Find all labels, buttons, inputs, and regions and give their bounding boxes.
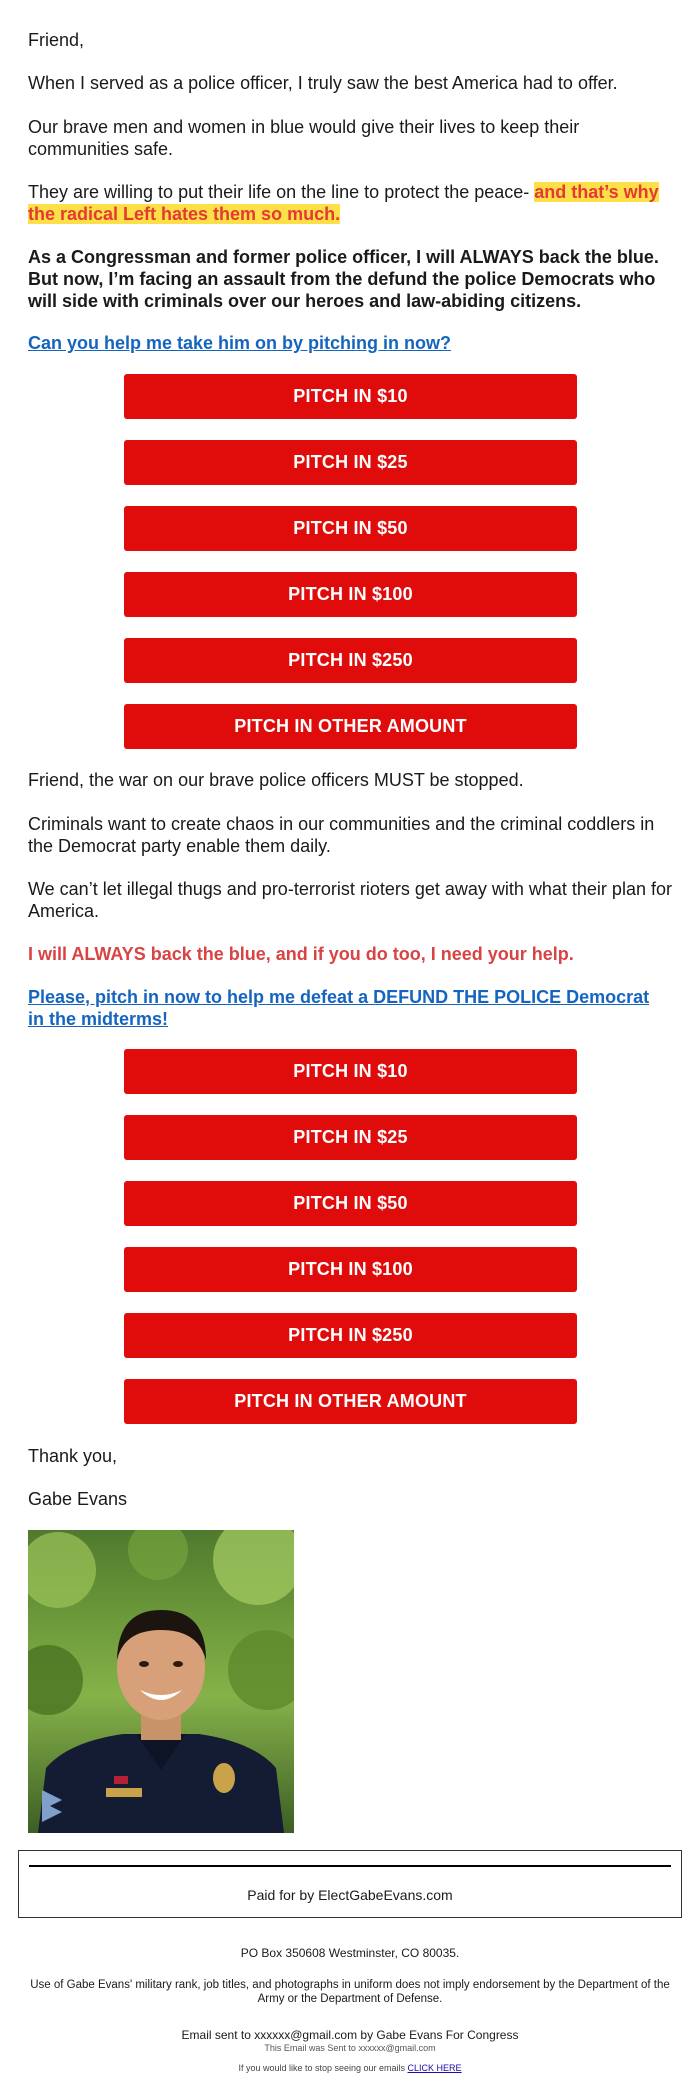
highlighted-text: and that’s why the radical Left hates them so much.: [28, 182, 659, 224]
pitch-in-250-button[interactable]: PITCH IN $250: [124, 638, 577, 683]
paragraph-2: Our brave men and women in blue would give their lives to keep their communities safe.: [28, 117, 580, 159]
mailing-address: PO Box 350608 Westminster, CO 80035.: [240, 1946, 460, 1960]
unsubscribe-text: If you would like to stop seeing our emails: [238, 2063, 408, 2073]
red-paragraph: I will ALWAYS back the blue, and if you do too, I need your help.: [28, 944, 574, 964]
pitch-in-other-button[interactable]: PITCH IN OTHER AMOUNT: [124, 704, 577, 749]
closing: Thank you,: [28, 1446, 118, 1466]
disclaimer: Use of Gabe Evans' military rank, job titles, and photographs in uniform does not imply endorsement by the Department of the Army or the Department of Defense.: [30, 1979, 670, 2005]
candidate-photo: [28, 1530, 294, 1833]
pitch-in-other-button[interactable]: PITCH IN OTHER AMOUNT: [124, 1379, 577, 1424]
pitch-in-50-button[interactable]: PITCH IN $50: [124, 1181, 577, 1226]
donate-link-2[interactable]: Please, pitch in now to help me defeat a DEFUND THE POLICE Democrat in the midterms!: [28, 987, 650, 1029]
greeting: Friend,: [28, 30, 85, 50]
pitch-in-50-button[interactable]: PITCH IN $50: [124, 506, 577, 551]
paid-for-box: [18, 1850, 682, 1918]
pitch-in-10-button[interactable]: PITCH IN $10: [124, 374, 577, 419]
paid-for-text: Paid for by ElectGabeEvans.com: [247, 1887, 453, 1903]
signature: Gabe Evans: [28, 1489, 128, 1509]
bold-paragraph: As a Congressman and former police officer, I will ALWAYS back the blue. But now, I’m facing an assault from the defund the police Democrats who will side with criminals over our heroes and law-abiding citizens.: [28, 247, 659, 311]
paragraph-3-text: They are willing to put their life on the line to protect the peace-: [28, 182, 535, 202]
donate-buttons-2: [124, 1049, 577, 1445]
unsubscribe-link[interactable]: CLICK HERE: [407, 2063, 462, 2073]
paragraph-3: [28, 181, 668, 225]
paragraph-1: When I served as a police officer, I truly saw the best America had to offer.: [28, 73, 618, 93]
pitch-in-100-button[interactable]: PITCH IN $100: [124, 1247, 577, 1292]
divider: [29, 1865, 671, 1867]
pitch-in-10-button[interactable]: PITCH IN $10: [124, 1049, 577, 1094]
pitch-in-100-button[interactable]: PITCH IN $100: [124, 572, 577, 617]
pitch-in-250-button[interactable]: PITCH IN $250: [124, 1313, 577, 1358]
paragraph-6: We can’t let illegal thugs and pro-terrorist rioters get away with what their plan for America.: [28, 879, 672, 921]
pitch-in-25-button[interactable]: PITCH IN $25: [124, 440, 577, 485]
email-sent-notice-small: This Email was Sent to xxxxxx@gmail.com: [264, 2043, 436, 2053]
donate-link-1[interactable]: Can you help me take him on by pitching in now?: [28, 333, 452, 353]
donate-buttons-1: [124, 374, 577, 770]
email-sent-notice: Email sent to xxxxxx@gmail.com by Gabe Evans For Congress: [181, 2028, 519, 2042]
pitch-in-25-button[interactable]: PITCH IN $25: [124, 1115, 577, 1160]
unsubscribe-line: [0, 2063, 700, 2073]
paragraph-4: Friend, the war on our brave police officers MUST be stopped.: [28, 770, 524, 790]
paragraph-5: Criminals want to create chaos in our communities and the criminal coddlers in the Democrat party enable them daily.: [28, 814, 655, 856]
